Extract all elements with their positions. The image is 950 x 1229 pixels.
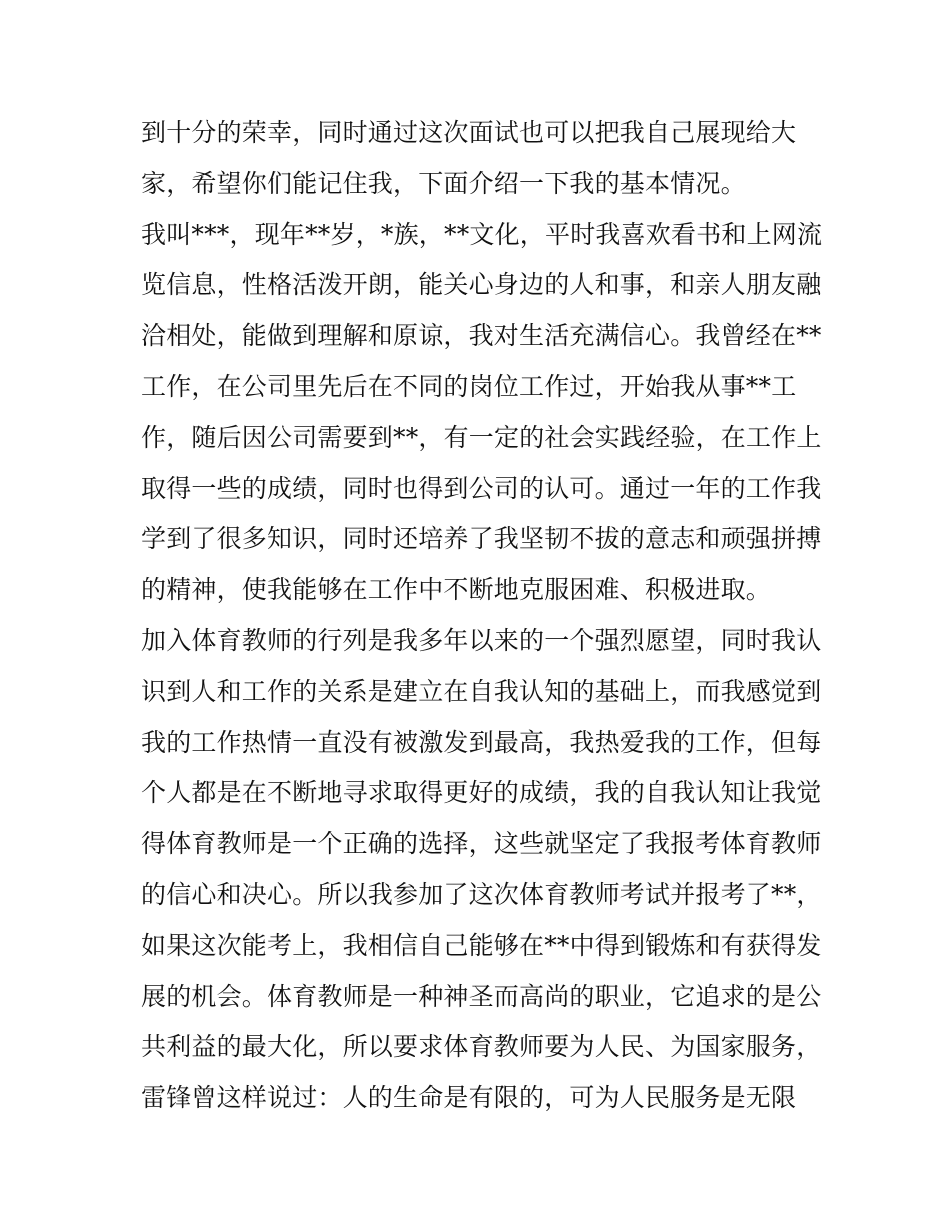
text-line: 如果这次能考上，我相信自己能够在**中得到锻炼和有获得发 bbox=[141, 930, 822, 960]
text-line: 取得一些的成绩，同时也得到公司的认可。通过一年的工作我 bbox=[141, 473, 822, 503]
text-line: 得体育教师是一个正确的选择，这些就坚定了我报考体育教师 bbox=[141, 829, 822, 859]
text-line: 工作，在公司里先后在不同的岗位工作过，开始我从事**工 bbox=[141, 371, 797, 401]
text-line: 共利益的最大化，所以要求体育教师要为人民、为国家服务， bbox=[141, 1032, 822, 1062]
text-line: 雷锋曾这样说过：人的生命是有限的，可为人民服务是无限 bbox=[141, 1083, 797, 1113]
text-line: 作，随后因公司需要到**，有一定的社会实践经验，在工作上 bbox=[141, 422, 822, 452]
text-line: 个人都是在不断地寻求取得更好的成绩，我的自我认知让我觉 bbox=[141, 778, 822, 808]
text-line: 我的工作热情一直没有被激发到最高，我热爱我的工作，但每 bbox=[141, 727, 822, 757]
text-line: 识到人和工作的关系是建立在自我认知的基础上，而我感觉到 bbox=[141, 676, 822, 706]
text-line: 加入体育教师的行列是我多年以来的一个强烈愿望，同时我认 bbox=[141, 625, 822, 655]
text-line: 到十分的荣幸，同时通过这次面试也可以把我自己展现给大 bbox=[141, 118, 797, 147]
text-line: 我叫***，现年**岁，*族，**文化，平时我喜欢看书和上网流 bbox=[141, 219, 823, 249]
body-text bbox=[141, 108, 821, 1124]
text-line: 览信息，性格活泼开朗，能关心身边的人和事，和亲人朋友融 bbox=[141, 270, 822, 300]
text-line: 家，希望你们能记住我，下面介绍一下我的基本情况。 bbox=[141, 168, 746, 198]
text-line: 的精神，使我能够在工作中不断地克服困难、积极进取。 bbox=[141, 575, 772, 605]
text-line: 学到了很多知识，同时还培养了我坚韧不拔的意志和顽强拼搏 bbox=[141, 524, 822, 554]
text-line: 洽相处，能做到理解和原谅，我对生活充满信心。我曾经在** bbox=[141, 321, 822, 351]
text-line: 展的机会。体育教师是一种神圣而高尚的职业，它追求的是公 bbox=[141, 981, 822, 1011]
text-line: 的信心和决心。所以我参加了这次体育教师考试并报考了**， bbox=[141, 879, 822, 909]
